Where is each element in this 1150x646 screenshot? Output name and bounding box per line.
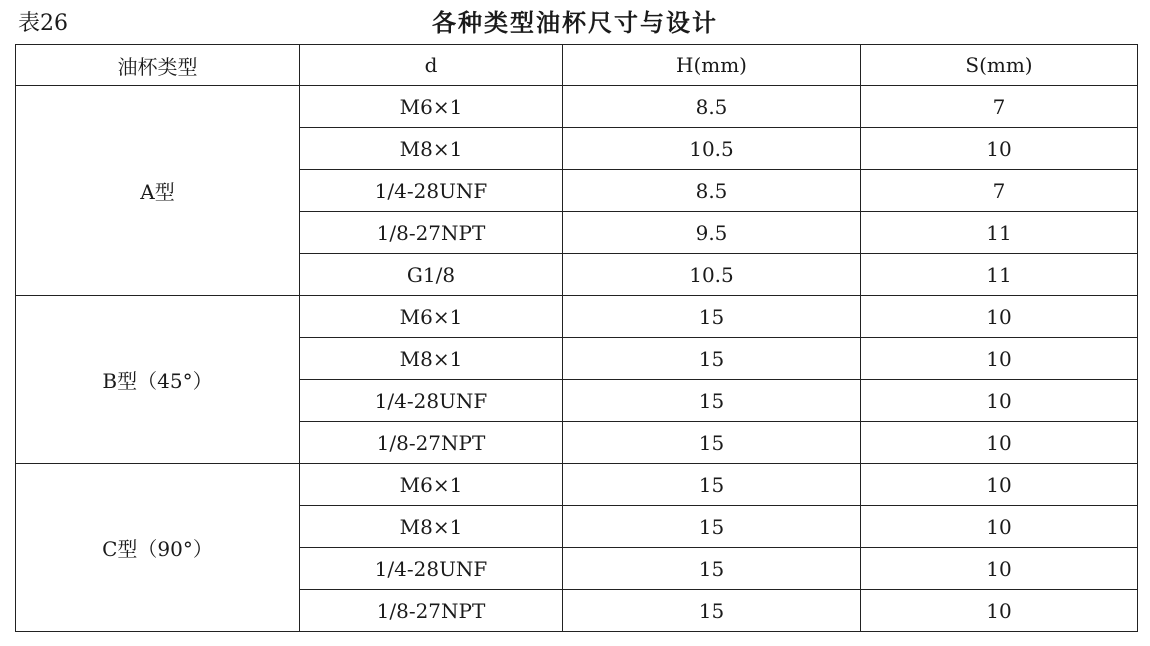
column-header-s: S(mm) (861, 45, 1138, 86)
h-cell: 15 (563, 380, 861, 422)
oil-cup-spec-table (15, 44, 1138, 632)
d-cell: 1/8-27NPT (300, 422, 563, 464)
s-cell: 10 (861, 590, 1138, 632)
d-cell: 1/4-28UNF (300, 170, 563, 212)
table-row (16, 296, 1138, 338)
cup-type-cell: A型 (16, 86, 300, 296)
d-cell: M6×1 (300, 296, 563, 338)
column-header-type: 油杯类型 (16, 45, 300, 86)
h-cell: 10.5 (563, 128, 861, 170)
s-cell: 7 (861, 170, 1138, 212)
s-cell: 10 (861, 338, 1138, 380)
h-cell: 15 (563, 590, 861, 632)
h-cell: 15 (563, 338, 861, 380)
s-cell: 11 (861, 212, 1138, 254)
h-cell: 10.5 (563, 254, 861, 296)
h-cell: 15 (563, 296, 861, 338)
cup-type-cell: B型（45°） (16, 296, 300, 464)
h-cell: 15 (563, 422, 861, 464)
d-cell: M8×1 (300, 338, 563, 380)
h-cell: 15 (563, 464, 861, 506)
d-cell: M8×1 (300, 506, 563, 548)
s-cell: 10 (861, 296, 1138, 338)
h-cell: 8.5 (563, 86, 861, 128)
d-cell: 1/8-27NPT (300, 590, 563, 632)
d-cell: M8×1 (300, 128, 563, 170)
d-cell: 1/4-28UNF (300, 380, 563, 422)
s-cell: 10 (861, 506, 1138, 548)
h-cell: 9.5 (563, 212, 861, 254)
table-row (16, 464, 1138, 506)
table-row (16, 86, 1138, 128)
table-header-row (16, 45, 1138, 86)
cup-type-cell: C型（90°） (16, 464, 300, 632)
s-cell: 10 (861, 464, 1138, 506)
s-cell: 10 (861, 128, 1138, 170)
s-cell: 10 (861, 422, 1138, 464)
column-header-h: H(mm) (563, 45, 861, 86)
h-cell: 8.5 (563, 170, 861, 212)
s-cell: 7 (861, 86, 1138, 128)
s-cell: 11 (861, 254, 1138, 296)
d-cell: M6×1 (300, 86, 563, 128)
s-cell: 10 (861, 548, 1138, 590)
table-number-label: 表26 (18, 11, 68, 36)
table-title: 各种类型油杯尺寸与设计 (432, 8, 718, 37)
h-cell: 15 (563, 548, 861, 590)
h-cell: 15 (563, 506, 861, 548)
d-cell: 1/4-28UNF (300, 548, 563, 590)
column-header-d: d (300, 45, 563, 86)
d-cell: 1/8-27NPT (300, 212, 563, 254)
s-cell: 10 (861, 380, 1138, 422)
d-cell: M6×1 (300, 464, 563, 506)
d-cell: G1/8 (300, 254, 563, 296)
